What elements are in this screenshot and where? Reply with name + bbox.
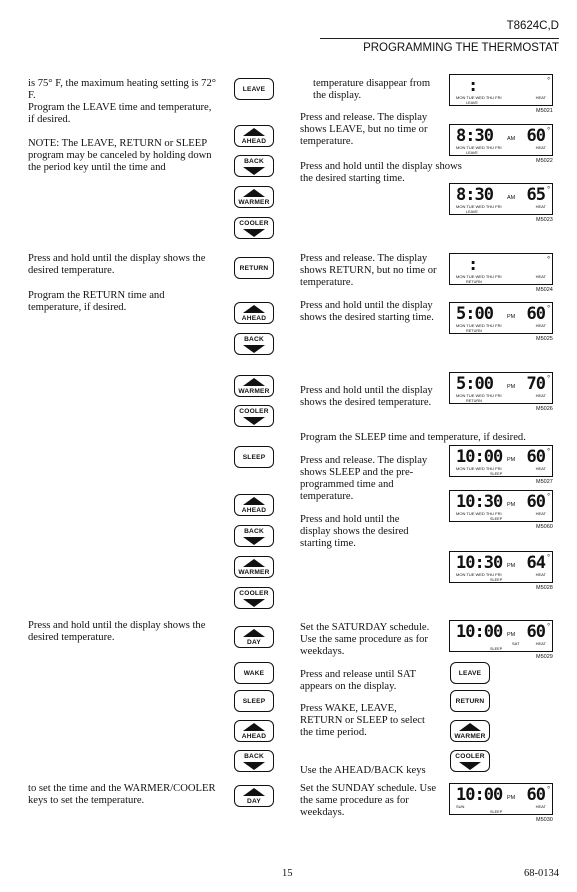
down-arrow-icon	[243, 345, 265, 353]
sleep-label: SLEEP	[242, 453, 266, 461]
ahead-label: AHEAD	[241, 732, 267, 740]
lcd-time: 8:30	[456, 185, 493, 205]
back-button[interactable]	[234, 750, 274, 772]
up-arrow-icon	[243, 629, 265, 637]
down-arrow-icon	[243, 599, 265, 607]
cooler-label: COOLER	[239, 219, 269, 227]
day-label: DAY	[247, 797, 261, 805]
day-button[interactable]	[234, 785, 274, 807]
lcd-period: LEAVE	[466, 101, 478, 105]
figure-code: M5029	[536, 654, 553, 660]
lcd-days: SUN	[456, 804, 465, 809]
lcd-days: MON TUE WED THU FRI	[456, 572, 502, 577]
ahead-label: AHEAD	[241, 137, 267, 145]
warmer-label: WARMER	[238, 568, 270, 576]
right-text-5: Press and hold until the display shows the desired starting time.	[300, 300, 434, 323]
lcd-display	[449, 372, 553, 404]
back-label: BACK	[244, 335, 264, 343]
down-arrow-icon	[243, 229, 265, 237]
return-button[interactable]	[234, 257, 274, 279]
lcd-heat: HEAT	[535, 572, 546, 577]
left-text-6: Press and hold until the display shows the desired temperature.	[28, 620, 206, 643]
lcd-heat: HEAT	[535, 641, 546, 646]
degree-icon: °	[547, 255, 550, 263]
lcd-period: RETURN	[466, 399, 482, 403]
cooler-label: COOLER	[239, 407, 269, 415]
lcd-time: 10:00	[456, 785, 503, 805]
sleep-button[interactable]	[234, 690, 274, 712]
up-arrow-icon	[243, 378, 265, 386]
lcd-heat: HEAT	[535, 274, 546, 279]
lcd-temp: 64	[526, 553, 545, 573]
right-text-2: Press and release. The display shows LEAVE, but no time or temperature.	[300, 112, 428, 147]
cooler-button[interactable]	[450, 750, 490, 772]
wake-button[interactable]	[234, 662, 274, 684]
page-title: PROGRAMMING THE THERMOSTAT	[363, 42, 559, 54]
lcd-ampm: PM	[507, 632, 516, 638]
up-arrow-icon	[243, 559, 265, 567]
figure-code: M5027	[536, 479, 553, 485]
lcd-time: 5:00	[456, 374, 493, 394]
lcd-period: SLEEP	[490, 517, 503, 521]
warmer-label: WARMER	[238, 198, 270, 206]
up-arrow-icon	[459, 723, 481, 731]
page-number: 15	[282, 868, 293, 879]
left-note: NOTE: The LEAVE, RETURN or SLEEP program may be canceled by holding down the period key until the time and	[28, 138, 212, 173]
down-arrow-icon	[243, 417, 265, 425]
lcd-display	[449, 783, 553, 815]
lcd-ampm: PM	[507, 795, 516, 801]
right-text-4: Press and release. The display shows RETURN, but no time or temperature.	[300, 253, 437, 288]
figure-code: M5025	[536, 336, 553, 342]
right-text-14: Set the SUNDAY schedule. Use the same procedure as for weekdays.	[300, 783, 437, 818]
lcd-days: MON TUE WED THU FRI	[456, 323, 502, 328]
leave-button[interactable]	[450, 662, 490, 684]
lcd-display	[449, 551, 553, 583]
lcd-days: SAT	[512, 641, 520, 646]
sleep-label: SLEEP	[242, 697, 266, 705]
lcd-period: LEAVE	[466, 151, 478, 155]
lcd-heat: HEAT	[535, 323, 546, 328]
leave-button[interactable]	[234, 78, 274, 100]
up-arrow-icon	[243, 305, 265, 313]
right-text-8: Press and release. The display shows SLEEP and the pre-programmed time and temperature.	[300, 455, 428, 502]
lcd-temp: 70	[526, 374, 545, 394]
back-label: BACK	[244, 527, 264, 535]
down-arrow-icon	[459, 762, 481, 770]
return-label: RETURN	[239, 264, 269, 272]
lcd-period: RETURN	[466, 280, 482, 284]
lcd-time: 10:30	[456, 492, 503, 512]
degree-icon: °	[547, 785, 550, 793]
ahead-label: AHEAD	[241, 314, 267, 322]
figure-code: M5024	[536, 287, 553, 293]
lcd-temp: 60	[526, 622, 545, 642]
degree-icon: °	[547, 622, 550, 630]
up-arrow-icon	[243, 128, 265, 136]
figure-code: M5026	[536, 406, 553, 412]
warmer-button[interactable]	[234, 556, 274, 578]
lcd-ampm: PM	[507, 457, 516, 463]
back-button[interactable]	[234, 155, 274, 177]
figure-code: M5021	[536, 108, 553, 114]
warmer-button[interactable]	[234, 375, 274, 397]
lcd-days: MON TUE WED THU FRI	[456, 511, 502, 516]
right-text-1: temperature disappear from the display.	[313, 78, 431, 101]
degree-icon: °	[547, 447, 550, 455]
lcd-display	[449, 490, 553, 522]
lcd-temp: 60	[526, 304, 545, 324]
doc-code: T8624C,D	[506, 20, 559, 32]
right-text-9: Press and hold until the display shows the desired starting time.	[300, 514, 409, 549]
leave-label: LEAVE	[242, 85, 266, 93]
lcd-ampm: PM	[507, 384, 516, 390]
lcd-temp: 60	[526, 126, 545, 146]
lcd-heat: HEAT	[535, 145, 546, 150]
cooler-label: COOLER	[239, 589, 269, 597]
lcd-period: SLEEP	[490, 647, 503, 651]
back-label: BACK	[244, 752, 264, 760]
lcd-display	[449, 253, 553, 285]
lcd-period: SLEEP	[490, 472, 503, 476]
return-button[interactable]	[450, 690, 490, 712]
right-text-6: Press and hold until the display shows the desired temperature.	[300, 385, 433, 408]
lcd-ampm: PM	[507, 502, 516, 508]
lcd-days: MON TUE WED THU FRI	[456, 393, 502, 398]
lcd-heat: HEAT	[535, 466, 546, 471]
ahead-label: AHEAD	[241, 506, 267, 514]
down-arrow-icon	[243, 537, 265, 545]
sleep-button[interactable]	[234, 446, 274, 468]
figure-code: M5030	[536, 817, 553, 823]
lcd-time: 5:00	[456, 304, 493, 324]
day-label: DAY	[247, 638, 261, 646]
figure-code: M5022	[536, 158, 553, 164]
degree-icon: °	[547, 76, 550, 84]
lcd-display	[449, 620, 553, 652]
lcd-display	[449, 74, 553, 106]
lcd-time: :	[468, 76, 478, 96]
figure-code: M5028	[536, 585, 553, 591]
lcd-ampm: PM	[507, 314, 516, 320]
lcd-temp: 65	[526, 185, 545, 205]
back-button[interactable]	[234, 333, 274, 355]
right-text-11: Press and release until SAT appears on the display.	[300, 669, 416, 692]
lcd-time: 8:30	[456, 126, 493, 146]
down-arrow-icon	[243, 762, 265, 770]
leave-label: LEAVE	[458, 669, 482, 677]
lcd-ampm: AM	[507, 136, 516, 142]
back-label: BACK	[244, 157, 264, 165]
degree-icon: °	[547, 126, 550, 134]
up-arrow-icon	[243, 189, 265, 197]
left-text-5: Program the RETURN time and temperature, if desired.	[28, 290, 165, 313]
left-text-7: to set the time and the WARMER/COOLER keys to set the temperature.	[28, 783, 216, 806]
degree-icon: °	[547, 553, 550, 561]
header-rule	[320, 38, 559, 39]
lcd-ampm: PM	[507, 563, 516, 569]
lcd-heat: HEAT	[535, 511, 546, 516]
lcd-temp: 60	[526, 447, 545, 467]
up-arrow-icon	[243, 788, 265, 796]
warmer-button[interactable]	[450, 720, 490, 742]
wake-label: WAKE	[243, 669, 265, 677]
lcd-temp: 60	[526, 785, 545, 805]
lcd-heat: HEAT	[535, 95, 546, 100]
right-text-12: Press WAKE, LEAVE, RETURN or SLEEP to select the time period.	[300, 703, 425, 738]
lcd-days: MON TUE WED THU FRI	[456, 274, 502, 279]
cooler-button[interactable]	[234, 217, 274, 239]
lcd-heat: HEAT	[535, 804, 546, 809]
down-arrow-icon	[243, 167, 265, 175]
lcd-period: SLEEP	[490, 810, 503, 814]
lcd-display	[449, 124, 553, 156]
doc-number: 68-0134	[524, 868, 559, 879]
back-button[interactable]	[234, 525, 274, 547]
degree-icon: °	[547, 374, 550, 382]
warmer-label: WARMER	[238, 387, 270, 395]
lcd-days: MON TUE WED THU FRI	[456, 145, 502, 150]
lcd-heat: HEAT	[535, 204, 546, 209]
lcd-days: MON TUE WED THU FRI	[456, 204, 502, 209]
warmer-button[interactable]	[234, 186, 274, 208]
lcd-time: 10:30	[456, 553, 503, 573]
lcd-time: 10:00	[456, 622, 503, 642]
figure-code: M5060	[536, 524, 553, 530]
lcd-display	[449, 445, 553, 477]
lcd-temp: 60	[526, 492, 545, 512]
ahead-button[interactable]	[234, 302, 274, 324]
return-label: RETURN	[455, 697, 485, 705]
lcd-display	[449, 302, 553, 334]
lcd-display	[449, 183, 553, 215]
lcd-period: LEAVE	[466, 210, 478, 214]
lcd-period: RETURN	[466, 329, 482, 333]
cooler-label: COOLER	[455, 752, 485, 760]
right-text-10: Set the SATURDAY schedule. Use the same procedure as for weekdays.	[300, 622, 430, 657]
lcd-ampm: AM	[507, 195, 516, 201]
figure-code: M5023	[536, 217, 553, 223]
degree-icon: °	[547, 185, 550, 193]
left-text-2: Program the LEAVE time and temperature, if desired.	[28, 102, 212, 125]
lcd-days: MON TUE WED THU FRI	[456, 466, 502, 471]
degree-icon: °	[547, 304, 550, 312]
right-text-7: Program the SLEEP time and temperature, if desired.	[300, 432, 526, 443]
lcd-days: MON TUE WED THU FRI	[456, 95, 502, 100]
lcd-heat: HEAT	[535, 393, 546, 398]
right-text-3: Press and hold until the display shows the desired starting time.	[300, 161, 462, 184]
degree-icon: °	[547, 492, 550, 500]
cooler-button[interactable]	[234, 587, 274, 609]
right-text-13: Use the AHEAD/BACK keys	[300, 765, 426, 776]
up-arrow-icon	[243, 497, 265, 505]
ahead-button[interactable]	[234, 125, 274, 147]
lcd-period: SLEEP	[490, 578, 503, 582]
warmer-label: WARMER	[454, 732, 486, 740]
day-button[interactable]	[234, 626, 274, 648]
lcd-time: :	[468, 255, 478, 275]
cooler-button[interactable]	[234, 405, 274, 427]
ahead-button[interactable]	[234, 720, 274, 742]
left-text-1: is 75° F, the maximum heating setting is 72° F.	[28, 78, 217, 101]
ahead-button[interactable]	[234, 494, 274, 516]
left-text-4: Press and hold until the display shows the desired temperature.	[28, 253, 206, 276]
up-arrow-icon	[243, 723, 265, 731]
lcd-time: 10:00	[456, 447, 503, 467]
